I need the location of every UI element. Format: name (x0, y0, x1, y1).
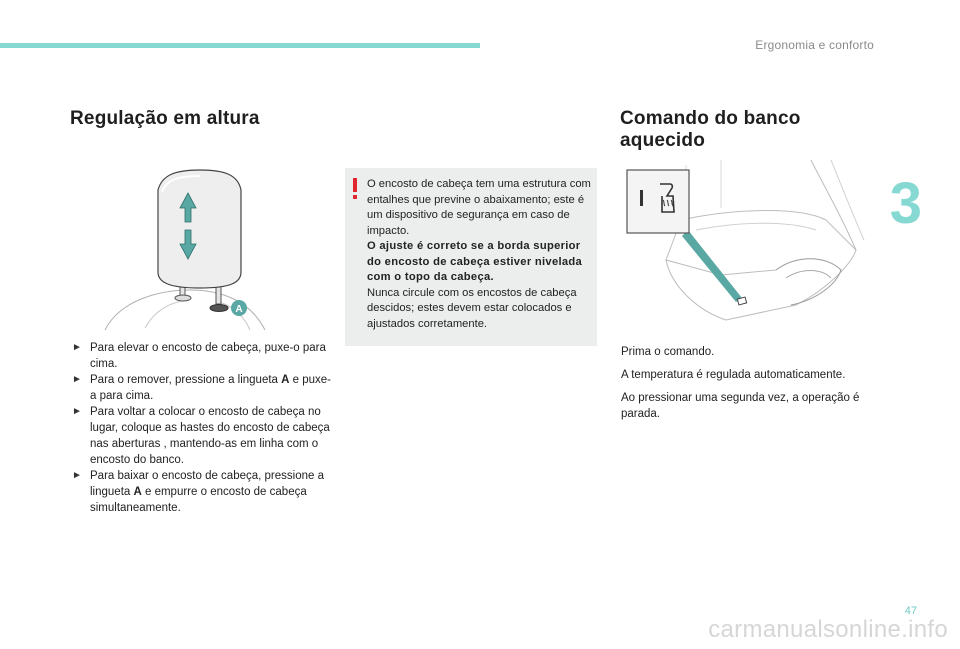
section-heading-heated-seat: Comando do banco aquecido (620, 108, 801, 151)
header-accent-bar (0, 43, 480, 48)
instruction-item: ► Para voltar a colocar o encosto de cabeça no lugar, coloque as hastes do encosto de cabeça nas aberturas , mantendo-as em linha com o encosto do banco. (72, 406, 330, 466)
paragraph: A temperatura é regulada automaticamente. (621, 369, 846, 381)
warning-exclamation-icon (353, 178, 357, 192)
chapter-number: 3 (889, 171, 922, 236)
heated-seat-illustration (626, 160, 866, 330)
instruction-item: ► Para baixar o encosto de cabeça, pressione a lingueta A e empurre o encosto de cabeça simultaneamente. (72, 470, 324, 514)
instruction-item: ► Para o remover, pressione a lingueta A e puxe-a para cima. (72, 374, 332, 402)
section-heading-height-adjustment: Regulação em altura (70, 108, 260, 129)
figure-label-a: A (235, 304, 243, 315)
paragraph: Prima o comando. (621, 346, 715, 358)
paragraph: Ao pressionar uma segunda vez, a operação é parada. (621, 392, 860, 420)
page-number: 47 (904, 605, 917, 617)
heated-seat-instructions (621, 344, 871, 429)
chapter-title: Ergonomia e conforto (755, 38, 874, 52)
warning-box (345, 168, 597, 346)
headrest-illustration (100, 160, 270, 335)
instruction-item: ► Para elevar o encosto de cabeça, puxe-o para cima. (72, 342, 326, 370)
watermark: carmanualsonline.info (708, 616, 948, 643)
warning-text: O encosto de cabeça tem uma estrutura com entalhes que previne o abaixamento; este é um dispositivo de segurança em caso de impacto. O ajuste é correto se a borda superior do encosto de cabeça estiver nivelada com o topo da cabeça. Nunca circule com os encostos de cabeça descidos; estes devem estar colocados e ajustados corretamente. (367, 178, 591, 330)
instruction-list (72, 340, 332, 516)
